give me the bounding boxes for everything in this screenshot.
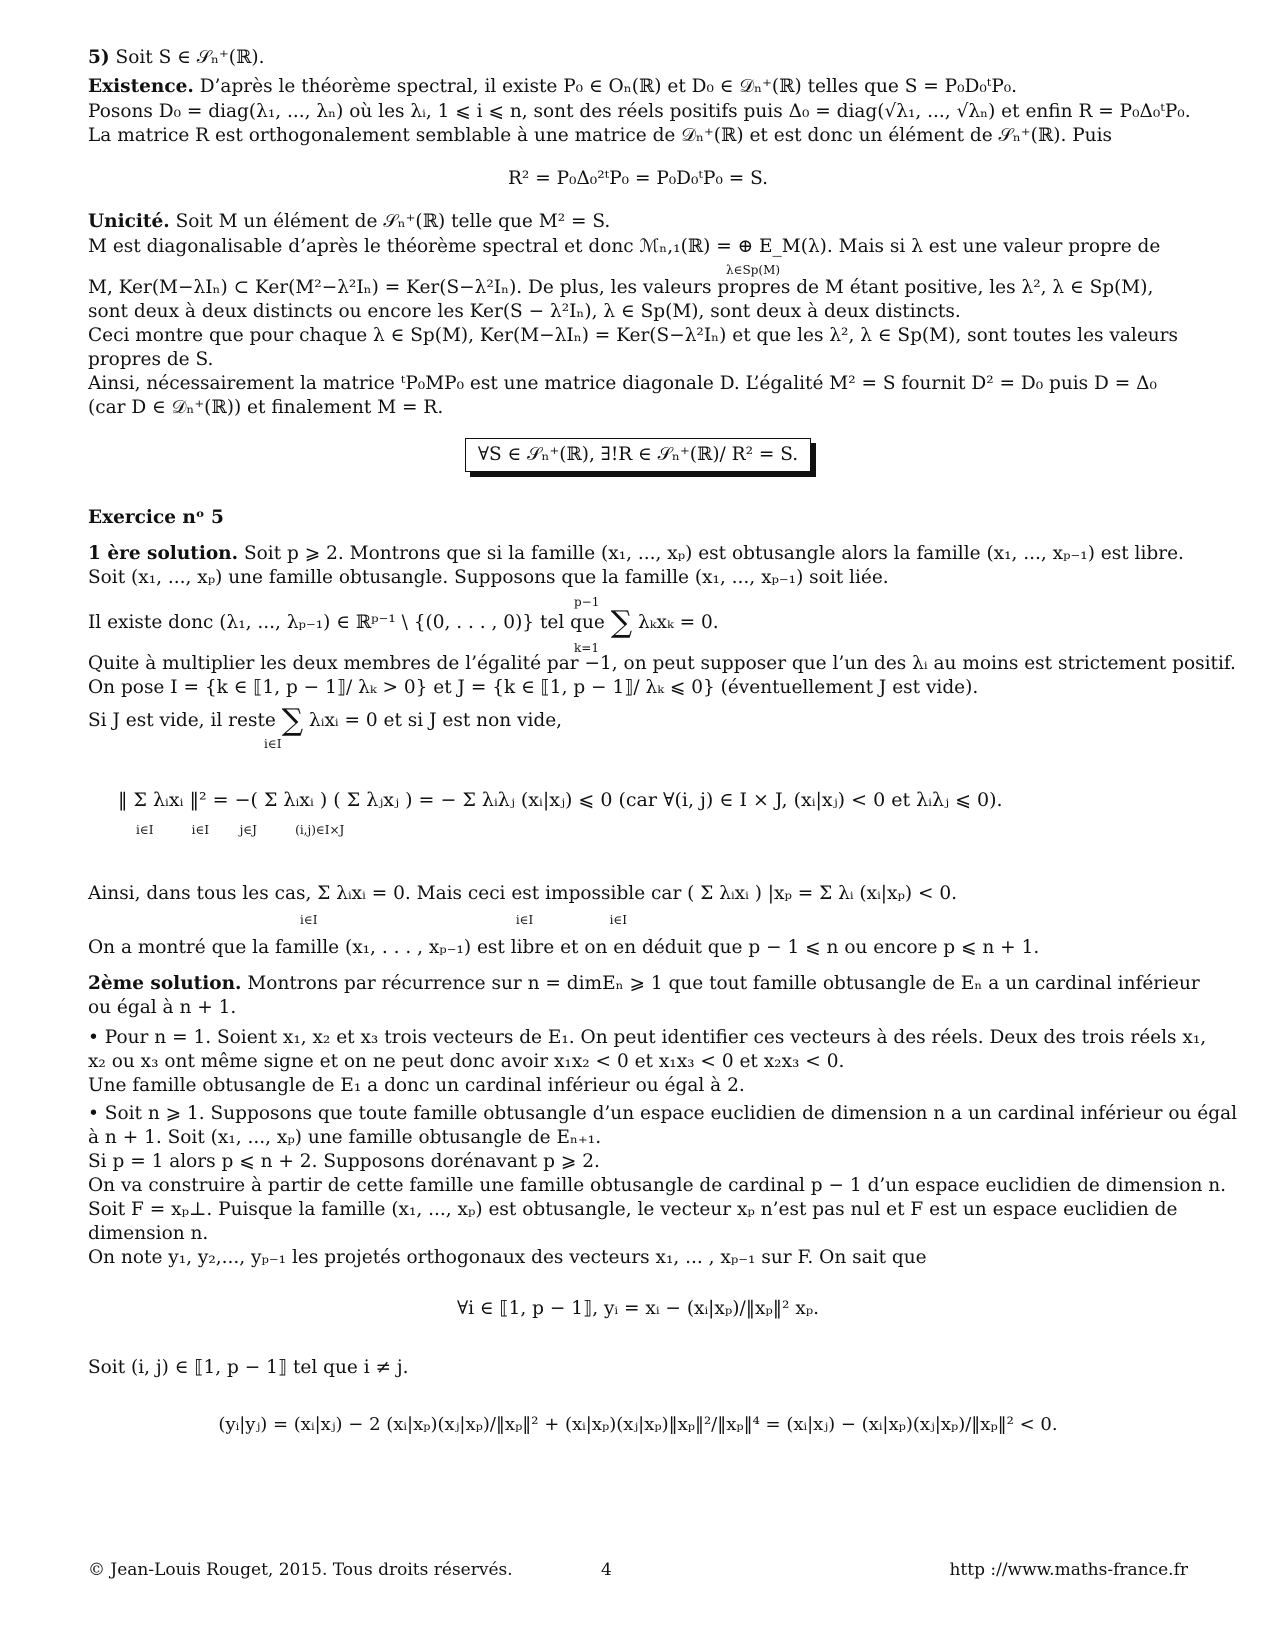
part5-line11: Ainsi, nécessairement la matrice ᵗP₀MP₀ est une matrice diagonale D. L’égalité M² = S fournit D² = D₀ puis D = Δ₀: [88, 373, 1157, 394]
ex5-line13: Une famille obtusangle de E₁ a donc un cardinal inférieur ou égal à 2.: [88, 1075, 745, 1096]
solution2-line: 2ème solution. Montrons par récurrence sur n = dimEₙ ⩾ 1 que tout famille obtusangle de Eₙ a un cardinal inférieur: [88, 973, 1200, 994]
ex5-line21: Soit (i, j) ∈ ⟦1, p − 1⟧ tel que i ≠ j.: [88, 1357, 409, 1378]
part5-line7: M, Ker(M−λIₙ) ⊂ Ker(M²−λ²Iₙ) = Ker(S−λ²Iₙ). De plus, les valeurs propres de M étant positive, les λ², λ ∈ Sp(M),: [88, 277, 1154, 298]
footer-page-number: 4: [601, 1560, 612, 1580]
ex5-line3: Il existe donc (λ₁, ..., λₚ₋₁) ∈ ℝᵖ⁻¹ \ {(0, . . . , 0)} tel que ∑ λₖxₖ = 0.: [88, 605, 719, 640]
direct-sum-subscript: λ∈Sp(M): [726, 263, 781, 277]
equation-projection: ∀i ∈ ⟦1, p − 1⟧, yᵢ = xᵢ − (xᵢ|xₚ)/‖xₚ‖² xₚ.: [456, 1298, 820, 1319]
equation-r-squared: R² = P₀Δ₀²ᵗP₀ = P₀D₀ᵗP₀ = S.: [507, 168, 769, 189]
ex5-line2: Soit (x₁, ..., xₚ) une famille obtusangle. Supposons que la famille (x₁, ..., xₚ₋₁) soit liée.: [88, 567, 889, 588]
ex5-line19: dimension n.: [88, 1223, 209, 1244]
ex5-line7-indices: i∈I i∈I i∈I: [300, 913, 628, 927]
part5-line6: M est diagonalisable d’après le théorème spectral et donc ℳₙ,₁(ℝ) = ⊕ E_M(λ). Mais si λ est une valeur propre de: [88, 236, 1161, 257]
equation-norm-sum: ‖ Σ λᵢxᵢ ‖² = −( Σ λᵢxᵢ ) ( Σ λⱼxⱼ ) = − Σ λᵢλⱼ (xᵢ|xⱼ) ⩽ 0 (car ∀(i, j) ∈ I × J, (xᵢ|xⱼ) < 0 et λᵢλⱼ ⩽ 0).: [118, 789, 1003, 811]
ex5-line5: On pose I = {k ∈ ⟦1, p − 1⟧/ λₖ > 0} et J = {k ∈ ⟦1, p − 1⟧/ λₖ ⩽ 0} (éventuellement J est vide).: [88, 677, 979, 698]
ex5-line6: Si J est vide, il reste ∑ λᵢxᵢ = 0 et si J est non vide,: [88, 703, 563, 738]
footer-url[interactable]: http ://www.maths-france.fr: [949, 1560, 1188, 1580]
boxed-result: ∀S ∈ 𝒮ₙ⁺(ℝ), ∃!R ∈ 𝒮ₙ⁺(ℝ)/ R² = S.: [465, 438, 811, 472]
equation-norm-sum-indices: i∈I i∈I j∈J (i,j)∈I×J: [136, 823, 345, 837]
part5-line1: 5) Soit S ∈ 𝒮ₙ⁺(ℝ).: [88, 47, 265, 68]
ex5-line8: On a montré que la famille (x₁, . . . , xₚ₋₁) est libre et on en déduit que p − 1 ⩽ n ou encore p ⩽ n + 1.: [88, 937, 1040, 958]
part5-line8: sont deux à deux distincts ou encore les Ker(S − λ²Iₙ), λ ∈ Sp(M), sont deux à deux distincts.: [88, 301, 961, 322]
existence-line: Existence. D’après le théorème spectral, il existe P₀ ∈ Oₙ(ℝ) et D₀ ∈ 𝒟ₙ⁺(ℝ) telles que S = P₀D₀ᵗP₀.: [88, 76, 1018, 97]
ex5-line20: On note y₁, y₂,..., yₚ₋₁ les projetés orthogonaux des vecteurs x₁, ... , xₚ₋₁ sur F. On sait que: [88, 1247, 927, 1268]
ex5-line15: à n + 1. Soit (x₁, ..., xₚ) une famille obtusangle de Eₙ₊₁.: [88, 1127, 602, 1148]
part5-line10: propres de S.: [88, 349, 214, 370]
sum-lower-bound: k=1: [574, 641, 599, 655]
ex5-line12: x₂ ou x₃ ont même signe et on ne peut donc avoir x₁x₂ < 0 et x₁x₃ < 0 et x₂x₃ < 0.: [88, 1051, 845, 1072]
part5-line9: Ceci montre que pour chaque λ ∈ Sp(M), Ker(M−λIₙ) = Ker(S−λ²Iₙ) et que les λ², λ ∈ Sp(M), sont toutes les valeurs: [88, 325, 1179, 346]
part5-line3: Posons D₀ = diag(λ₁, ..., λₙ) où les λᵢ, 1 ⩽ i ⩽ n, sont des réels positifs puis Δ₀ = diag(√λ₁, ..., √λₙ) et enfin R = P₀Δ₀ᵗP₀.: [88, 101, 1191, 122]
exercise-title: Exercice nᵒ 5: [88, 507, 224, 528]
ex5-line7: Ainsi, dans tous les cas, Σ λᵢxᵢ = 0. Mais ceci est impossible car ( Σ λᵢxᵢ ) |xₚ = Σ λᵢ (xᵢ|xₚ) < 0.: [88, 883, 957, 904]
ex5-line11: • Pour n = 1. Soient x₁, x₂ et x₃ trois vecteurs de E₁. On peut identifier ces vecteurs à des réels. Deux des trois réels x₁,: [88, 1027, 1207, 1048]
ex5-line14: • Soit n ⩾ 1. Supposons que toute famille obtusangle d’un espace euclidien de dimension n a un cardinal inférieur ou égal: [88, 1103, 1238, 1124]
ex5-line17: On va construire à partir de cette famille une famille obtusangle de cardinal p − 1 d’un espace euclidien de dimension n.: [88, 1175, 1227, 1196]
part5-line4: La matrice R est orthogonalement semblable à une matrice de 𝒟ₙ⁺(ℝ) et est donc un élément de 𝒮ₙ⁺(ℝ). Puis: [88, 125, 1112, 146]
sum-index-i: i∈I: [264, 737, 282, 751]
solution1-line: 1 ère solution. Soit p ⩾ 2. Montrons que si la famille (x₁, ..., xₚ) est obtusangle alors la famille (x₁, ..., xₚ₋₁) est libre.: [88, 543, 1184, 564]
equation-inner-product: (yᵢ|yⱼ) = (xᵢ|xⱼ) − 2 (xᵢ|xₚ)(xⱼ|xₚ)/‖xₚ‖² + (xᵢ|xₚ)(xⱼ|xₚ)‖xₚ‖²/‖xₚ‖⁴ = (xᵢ|xⱼ) − (xᵢ|xₚ)(xⱼ|xₚ)/‖xₚ‖² < 0.: [218, 1414, 1058, 1435]
ex5-line10: ou égal à n + 1.: [88, 997, 237, 1018]
unicite-line: Unicité. Soit M un élément de 𝒮ₙ⁺(ℝ) telle que M² = S.: [88, 211, 611, 232]
ex5-line4: Quite à multiplier les deux membres de l’égalité par −1, on peut supposer que l’un des λᵢ au moins est strictement positif.: [88, 653, 1236, 674]
part5-line12: (car D ∈ 𝒟ₙ⁺(ℝ)) et finalement M = R.: [88, 397, 444, 418]
ex5-line16: Si p = 1 alors p ⩽ n + 2. Supposons dorénavant p ⩾ 2.: [88, 1151, 600, 1172]
ex5-line18: Soit F = xₚ⊥. Puisque la famille (x₁, ..., xₚ) est obtusangle, le vecteur xₚ n’est pas nul et F est un espace euclidien de: [88, 1199, 1178, 1220]
footer-copyright: © Jean-Louis Rouget, 2015. Tous droits réservés.: [88, 1560, 513, 1580]
boxed-result-wrap: [88, 438, 1188, 472]
sum-upper-bound: p−1: [574, 595, 600, 609]
